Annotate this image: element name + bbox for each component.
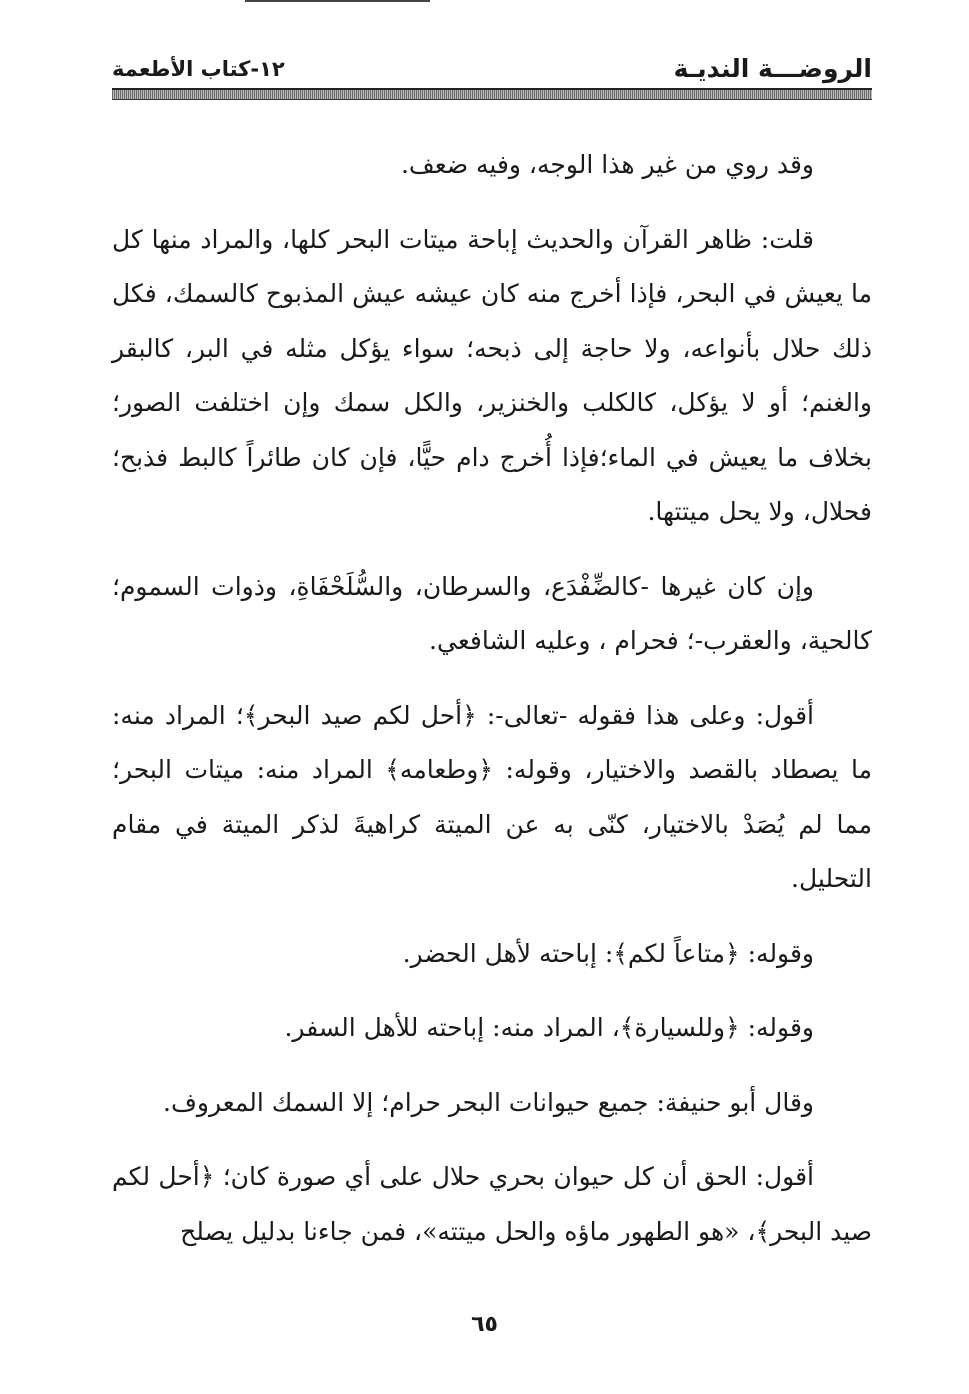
running-header [112,52,872,88]
page-number: ٦٥ [471,1312,498,1337]
book-title: الروضـــة النديـة [673,54,872,83]
paragraph-7: وقال أبو حنيفة: جميع حيوانات البحر حرام؛ إلا السمك المعروف. [163,1087,814,1117]
paragraph-3: وإن كان غيرها -كالضِّفْدَع، والسرطان، والسُّلَحْفَاةِ، وذوات السموم؛ كالحية، والعقرب-؛ فحرام ، وعليه الشافعي. [112,571,872,655]
paragraph-1: وقد روي من غير هذا الوجه، وفيه ضعف. [400,150,814,179]
paragraph-5: وقوله: ﴿متاعاً لكم﴾: إباحته لأهل الحضر. [402,938,814,968]
paragraph-6: وقوله: ﴿وللسيارة﴾، المراد منه: إباحته للأهل السفر. [284,1013,814,1042]
chapter-title: ١٢-كتاب الأطعمة [112,57,285,81]
page-body [112,138,872,1259]
header-rule [112,88,872,100]
paragraph-4: أقول: وعلى هذا فقوله -تعالى-: ﴿أحل لكم صيد البحر﴾؛ المراد منه: ما يصطاد بالقصد والاختيار، وقوله: ﴿وطعامه﴾ المراد منه: ميتات البحر؛ مما لم يُصَدْ بالاختيار، كنّى به عن الميتة كراهيةَ لذكر الميتة في مقام التحليل. [112,700,872,893]
paragraph-2: قلت: ظاهر القرآن والحديث إباحة ميتات البحر كلها، والمراد منها كل ما يعيش في البحر، فإذا أخرج منه كان عيشه عيش المذبوح كالسمك، فكل ذلك حلال بأنواعه، ولا حاجة إلى ذبحه؛ سواء يؤكل مثله في البر، كالبقر والغنم؛ أو لا يؤكل، كالكلب والخنزير، والكل سمك وإن اختلفت الصور؛ بخلاف ما يعيش في الماء؛فإذا أُخرج دام حيًّا، فإن كان طائراً كالبط فذبح؛ فحلال، ولا يحل ميتتها. [112,224,872,526]
paragraph-8: أقول: الحق أن كل حيوان بحري حلال على أي صورة كان؛ ﴿أحل لكم صيد البحر﴾، «هو الطهور ماؤه والحل ميتته»، فمن جاءنا بدليل يصلح [112,1162,872,1246]
top-edge-rule [245,0,430,2]
